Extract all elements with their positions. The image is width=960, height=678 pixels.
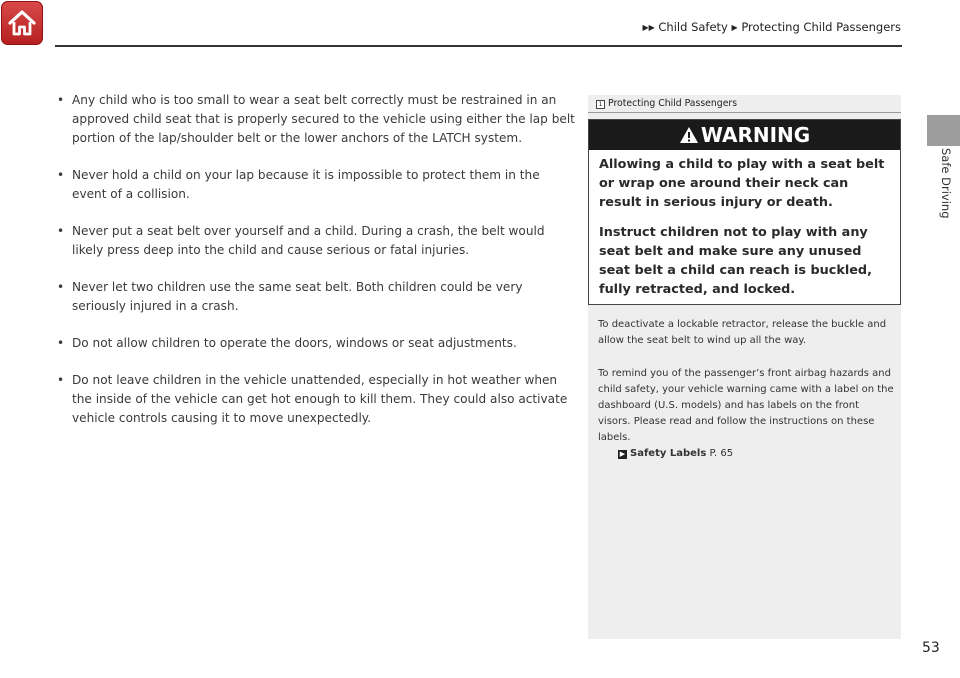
breadcrumb-arrow-icon: ▶▶ (642, 23, 655, 32)
warning-box (588, 119, 901, 305)
warning-paragraph: Instruct children not to play with any seat belt and make sure any unused seat belt a child can reach is buckled, fully retracted, and locked. (599, 225, 872, 297)
page-number: 53 (922, 640, 940, 656)
reference-link[interactable] (598, 446, 894, 462)
reference-arrow-icon: ▶ (619, 450, 626, 458)
list-item (57, 166, 577, 204)
list-item (57, 334, 577, 353)
bullet-icon: • (57, 280, 65, 294)
warning-title (589, 120, 900, 150)
bullet-text: Any child who is too small to wear a seat belt correctly must be restrained in an approved child seat that is properly secured to the vehicle using either the lap belt portion of the lap/shoulder belt or the lower anchors of the LATCH system. (72, 93, 575, 145)
sidebar-divider (588, 112, 901, 113)
bullet-icon: • (57, 373, 65, 387)
breadcrumb (642, 20, 901, 34)
list-item (57, 222, 577, 260)
sidebar-heading-text: Protecting Child Passengers (608, 98, 738, 109)
warning-triangle-icon (679, 126, 699, 144)
sidebar-heading (596, 98, 737, 109)
notes-sidebar (588, 95, 901, 639)
home-button[interactable] (1, 1, 43, 45)
bullet-text: Never put a seat belt over yourself and a child. During a crash, the belt would likely press deep into the child and cause serious or fatal injuries. (72, 224, 545, 257)
breadcrumb-item-child-safety[interactable]: Child Safety (658, 20, 728, 34)
bullet-text: Never hold a child on your lap because it is impossible to protect them in the event of a collision. (72, 168, 540, 201)
header-divider (55, 45, 902, 47)
home-icon (7, 8, 37, 38)
reference-label: Safety Labels (630, 448, 707, 459)
list-item (57, 278, 577, 316)
breadcrumb-item-protecting-child-passengers[interactable]: Protecting Child Passengers (741, 20, 901, 34)
bullet-text: Do not allow children to operate the doors, windows or seat adjustments. (72, 336, 517, 350)
list-item (57, 91, 577, 148)
sidebar-note-text: To remind you of the passenger’s front airbag hazards and child safety, your vehicle warning came with a label on the dashboard (U.S. models) and has labels on the front visors. Please read and follow the instructions on these labels. (598, 368, 894, 443)
list-item (57, 371, 577, 428)
bullet-icon: • (57, 168, 65, 182)
main-content (57, 91, 577, 446)
bullet-icon: • (57, 93, 65, 107)
section-tab-label: Safe Driving (939, 148, 953, 219)
reference-page: P. 65 (709, 448, 734, 459)
note-marker-icon: 1 (596, 100, 605, 109)
bullet-text: Never let two children use the same seat belt. Both children could be very seriously injured in a crash. (72, 280, 523, 313)
bullet-text: Do not leave children in the vehicle unattended, especially in hot weather when the inside of the vehicle can get hot enough to kill them. They could also activate vehicle controls causing it to move unexpectedly. (72, 373, 568, 425)
bullet-icon: • (57, 336, 65, 350)
breadcrumb-arrow-icon: ▶ (731, 23, 738, 32)
sidebar-note (598, 366, 894, 462)
section-tab[interactable] (927, 115, 960, 146)
warning-title-text: WARNING (700, 123, 811, 147)
bullet-icon: • (57, 224, 65, 238)
sidebar-note: To deactivate a lockable retractor, release the buckle and allow the seat belt to wind up all the way. (598, 319, 887, 346)
warning-paragraph: Allowing a child to play with a seat belt or wrap one around their neck can result in serious injury or death. (599, 157, 885, 210)
